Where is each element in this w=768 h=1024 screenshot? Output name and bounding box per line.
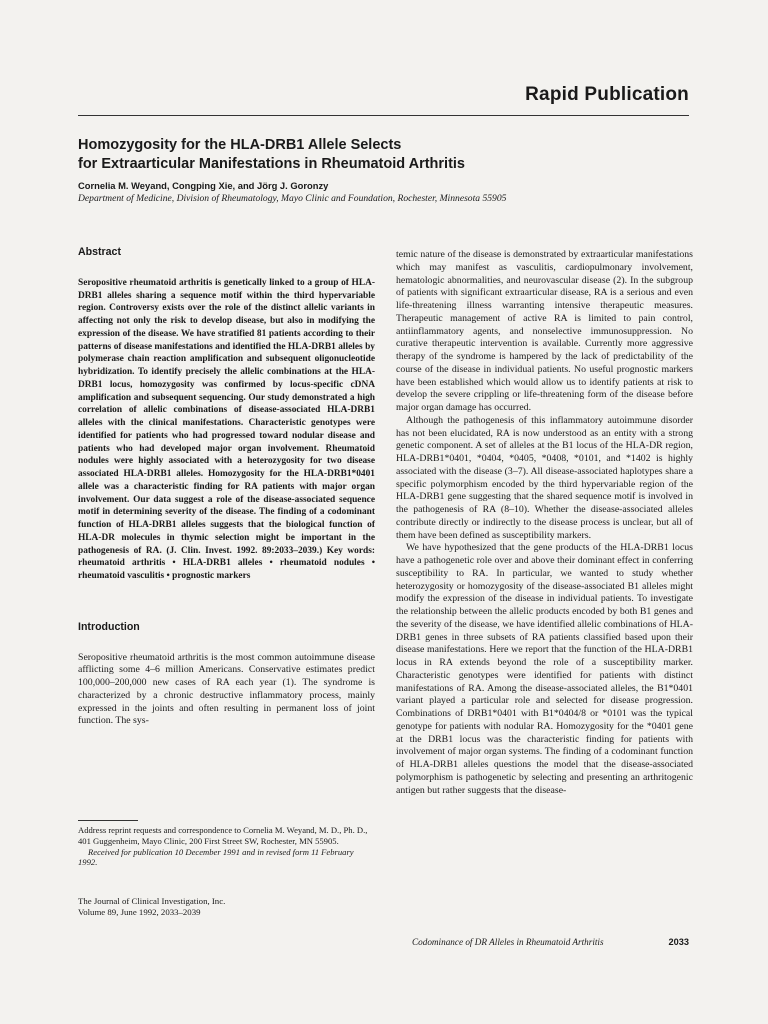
body-paragraph-3: We have hypothesized that the gene products of the HLA-DRB1 locus have a pathogenetic role over and above their dominant effect in conferring susceptibility to RA. In particular, we wanted to study whether heterozygosity or homozygosity of the disease-associated B1 alleles might modify the expression of the disease in individual patients. To investigate the relationship between the allelic products encoded by both B1 genes and the severity of the disease, we have identified allelic combinations of HLA-DRB1 genes in three subsets of RA patients classified based upon their disease manifestations. Here we report that the function of the HLA-DRB1 locus in RA extends beyond the role of a susceptibility marker. Characteristic genotypes were identified for patients with distinct manifestations of RA. Among the disease-associated alleles, the B1*0401 variant played a particular role and selected for disease progression. Combinations of DRB1*0401 with B1*0404/8 or *0101 was the typical genotype for patients with nodular RA. Homozygosity for the *0401 gene at the DRB1 locus was the characteristic finding for patients with involvement of major organ systems. The finding of a codominant function of HLA-DRB1 alleles questions the model that the disease-associated polymorphism is pathogenetic by selecting and presenting an arthritogenic antigen but rather suggests that the disease- <box>396 542 693 796</box>
authors: Cornelia M. Weyand, Congping Xie, and Jörg J. Goronzy <box>78 180 329 191</box>
title-line-2: for Extraarticular Manifestations in Rheumatoid Arthritis <box>78 156 465 172</box>
right-column <box>396 249 693 797</box>
title-line-1: Homozygosity for the HLA-DRB1 Allele Selects <box>78 137 402 153</box>
section-header: Rapid Publication <box>525 84 689 105</box>
introduction-paragraph: Seropositive rheumatoid arthritis is the most common autoimmune disease afflicting some 4–6 million Americans. Conservative estimates predict 100,000–200,000 new cases of RA each year (1). The syndrome is characterized by a chronic destructive inflammatory process, mainly expressed in the joints and often resulting in permanent loss of joint function. The sys- <box>78 651 375 727</box>
body-paragraph-1: temic nature of the disease is demonstrated by extraarticular manifestations which may manifest as vasculitis, cardiopulmonary involvement, hematologic abnormalities, and neurovascular disease (2). In the subgroup of patients with significant extraarticular disease, RA is a serious and even life-threatening illness warranting intensive therapeutic measures. Therapeutic management of active RA is limited to pain control, antiinflammatory agents, and nonselective immunosuppression. No curative therapeutic intervention is available. Currently more aggressive therapy of the syndrome is hampered by the lack of predictability of the course of the disease in individual patients. No useful prognostic markers have been established which would allow us to identify patients at risk to develop the severe crippling or life-threatening form of the disease before major organ damage has occurred. <box>396 249 693 413</box>
body-paragraph-2: Although the pathogenesis of this inflammatory autoimmune disorder has not been elucidated, RA is now understood as an entity with a strong genetic component. A set of alleles at the B1 locus of the HLA-DR region, HLA-DRB1*0401, *0404, *0405, *0408, *0101, and *1402 is highly associated with the disease (3–7). All disease-associated haplotypes share a specific polymorphism encoded by the third hypervariable region of the HLA-DRB1 gene suggesting that the shared sequence motif is involved in the pathogenesis of RA (8–10). Whether the disease-associated alleles contribute directly or indirectly to the disease process is unclear, but all of them have been defined as susceptibility markers. <box>396 414 693 541</box>
left-column <box>78 246 375 728</box>
header-rule <box>78 115 689 116</box>
footnote-rule <box>78 820 138 821</box>
abstract-heading: Abstract <box>78 246 121 258</box>
footnote-received: Received for publication 10 December 1991 and in revised form 11 February 1992. <box>78 846 354 868</box>
running-title: Codominance of DR Alleles in Rheumatoid Arthritis <box>412 937 604 947</box>
footnote-address: Address reprint requests and correspondence to Cornelia M. Weyand, M. D., Ph. D., 401 Guggenheim, Mayo Clinic, 200 First Street SW, Rochester, MN 55905. <box>78 825 368 846</box>
journal-info <box>78 896 375 918</box>
footnote <box>78 825 375 868</box>
journal-name: The Journal of Clinical Investigation, Inc. <box>78 896 226 906</box>
affiliation: Department of Medicine, Division of Rheumatology, Mayo Clinic and Foundation, Rochester, Minnesota 55905 <box>78 193 507 204</box>
journal-volume: Volume 89, June 1992, 2033–2039 <box>78 907 201 917</box>
introduction-heading: Introduction <box>78 620 140 633</box>
abstract-text: Seropositive rheumatoid arthritis is genetically linked to a group of HLA-DRB1 alleles sharing a sequence motif within the third hypervariable region. Controversy exists over the role of the distinct allelic variants in affecting not only the risk to develop disease, but also in modifying the expression of the disease. We have stratified 81 patients according to their patterns of disease manifestations and identified the HLA-DRB1 alleles by polymerase chain reaction amplification and subsequent oligonucleotide hybridization. To identify precisely the allelic combinations at the HLA-DRB1 locus, homozygosity was confirmed by locus-specific cDNA amplification and subsequent sequencing. Our study demonstrated a high correlation of allelic combinations of disease-associated HLA-DRB1 alleles with the clinical manifestations. Characteristic genotypes were identified for patients who had progressed toward nodular disease and patients who had developed major organ involvement. Rheumatoid nodules were highly associated with a heterozygosity for two disease associated HLA-DRB1 alleles. Homozygosity for the HLA-DRB1*0401 allele was a characteristic finding for RA patients with major organ involvement. Our data suggest a role of the disease-associated sequence motif in determining severity of the disease. The finding of a codominant function of HLA-DRB1 alleles suggests that the biological function of HLA-DR molecules in thymic selection might be important in the pathogenesis of RA. (J. Clin. Invest. 1992. 89:2033–2039.) Key words: rheumatoid arthritis • HLA-DRB1 alleles • rheumatoid nodules • rheumatoid vasculitis • prognostic markers <box>78 277 375 581</box>
page-number: 2033 <box>668 937 689 947</box>
article-title <box>78 136 698 174</box>
